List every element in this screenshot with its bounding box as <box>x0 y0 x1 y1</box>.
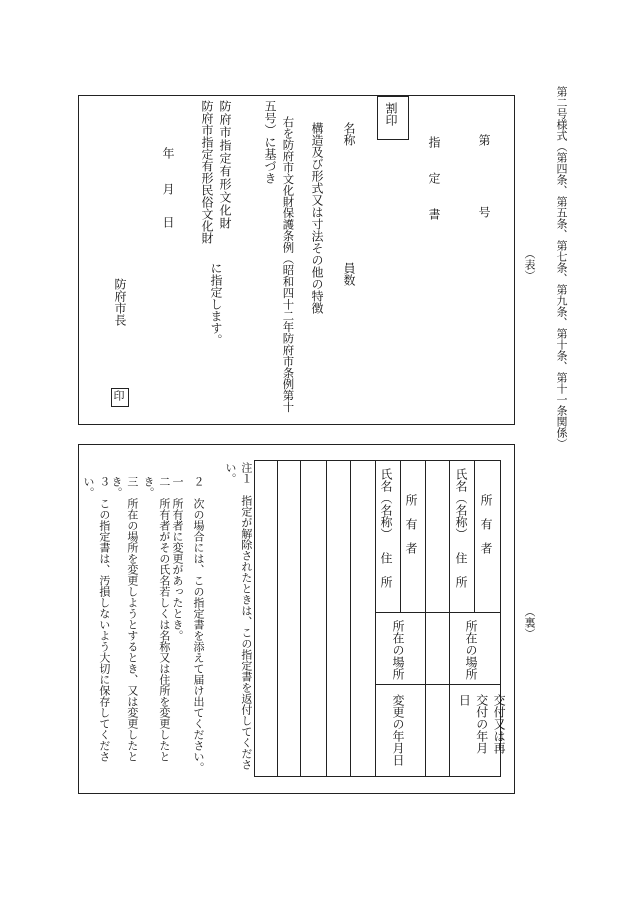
note-2-item-2: 二 所有者がその氏名若しくは名称又は住所を変更したとき。 <box>141 476 171 762</box>
designation-cultural: 防府市指定有形文化財 <box>218 100 232 230</box>
basis-line1: 右を防府市文化財保護条例（昭和四十二年防府市条例第十 <box>281 116 296 413</box>
table-col-line <box>449 460 450 776</box>
change-date-header: 変更の年月日 <box>391 694 405 766</box>
designate-suffix: に指定します。 <box>209 262 223 346</box>
date-month: 月 <box>161 183 175 195</box>
designation-folk: 防府市指定有形民俗文化財 <box>200 100 214 244</box>
owner-address-label-left: 住 所 <box>379 552 393 588</box>
owner-header-divider <box>400 460 401 612</box>
note-2: ２ 次の場合には、この指定書を添えて届け出てください。 <box>191 476 205 773</box>
date-day: 日 <box>161 216 175 228</box>
table-col-line <box>350 460 351 776</box>
table-col-line <box>277 460 278 776</box>
owner-header-right: 所 有 者 <box>479 494 493 554</box>
note-2-item-1: 一 所有者に変更があったとき。 <box>171 476 184 641</box>
count-label: 員数 <box>342 262 356 286</box>
document-title: 指 定 書 <box>427 136 441 220</box>
issue-date-header: 交付又は再交付の年月日 <box>457 694 507 754</box>
mayor-seal: 印 <box>112 390 125 401</box>
name-label: 名称 <box>342 122 356 146</box>
table-row-line <box>375 612 501 613</box>
number-label: 第 号 <box>477 134 491 224</box>
location-header-left: 所在の場所 <box>391 620 405 680</box>
note-3: ３ この指定書は、汚損しないよう大切に保存してください。 <box>81 476 111 762</box>
owner-name-label-right: 氏名（名称） <box>454 468 468 540</box>
note-2-item-3: 三 所在の場所を変更しようとするとき、又は変更したとき。 <box>109 476 139 762</box>
table-top-line <box>254 460 501 461</box>
table-col-line <box>326 460 327 776</box>
table-col-line <box>300 460 301 776</box>
table-col-line <box>425 460 426 776</box>
table-col-line <box>375 460 376 776</box>
owner-header-left: 所 有 者 <box>404 494 418 554</box>
date-year: 年 <box>161 147 175 159</box>
table-bottom-line <box>254 776 501 777</box>
front-side-label: （表） <box>523 248 536 281</box>
structure-label: 構造及び形式又は寸法その他の特徴 <box>310 122 324 314</box>
tally-seal-label: 割印 <box>384 102 398 126</box>
basis-line2: 五号）に基づき <box>263 100 277 184</box>
mayor-title: 防府市長 <box>113 278 127 326</box>
front-panel <box>78 95 515 425</box>
owner-address-label-right: 住 所 <box>454 552 468 588</box>
table-col-line <box>254 460 255 776</box>
table-row-line <box>375 684 501 685</box>
owner-header-divider <box>474 460 475 612</box>
location-header-right: 所在の場所 <box>464 620 478 680</box>
form-title: 第二号様式（第四条、第五条、第七条、第九条、第十条、第十一条関係） <box>555 86 568 449</box>
back-side-label: （裏） <box>523 606 536 639</box>
note-1: 注１ 指定が解除されたときは、この指定書を返付してください。 <box>223 462 253 770</box>
owner-name-label-left: 氏名（名称） <box>379 468 393 540</box>
